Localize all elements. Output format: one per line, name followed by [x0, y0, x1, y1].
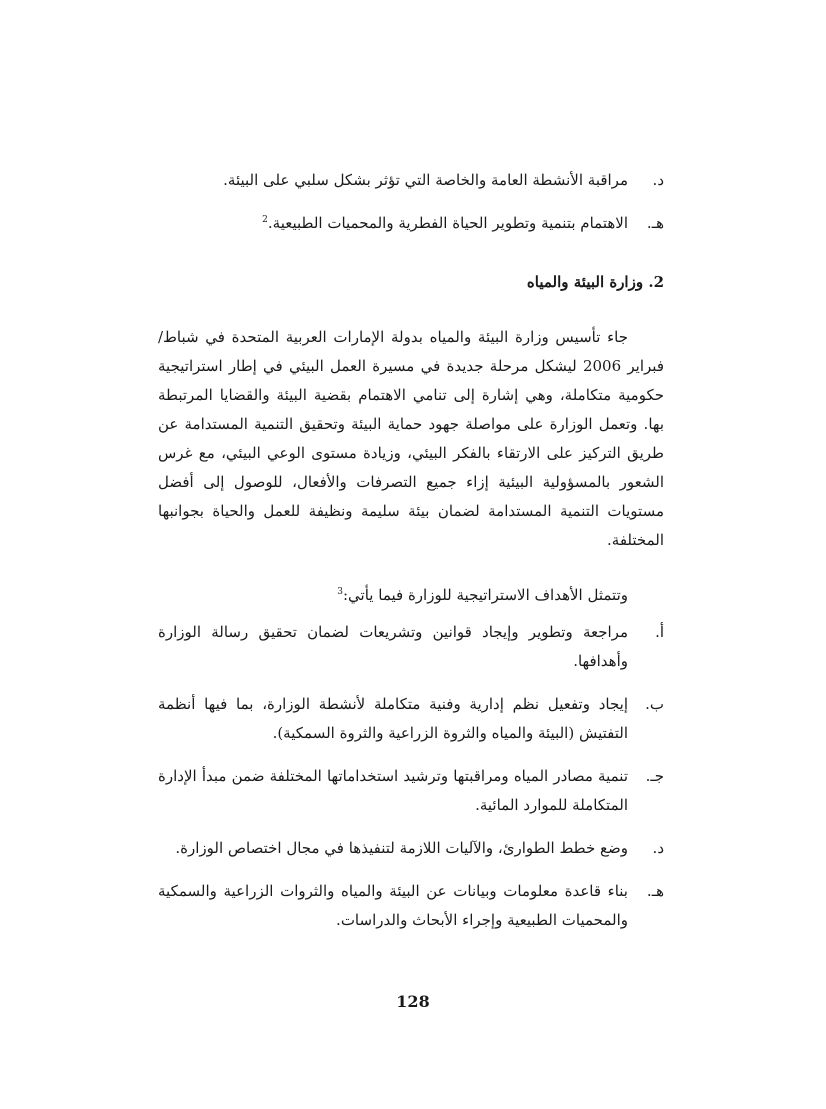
page-number: 128	[396, 992, 430, 1011]
goal-item-b	[158, 690, 664, 748]
list-item-text: بناء قاعدة معلومات وبيانات عن البيئة والمياه والثروات الزراعية والسمكية والمحميات الطبيعية وإجراء الأبحاث والدراسات.	[158, 882, 628, 929]
list-marker: أ.	[655, 623, 664, 641]
body-paragraph: جاء تأسيس وزارة البيئة والمياه بدولة الإمارات العربية المتحدة في شباط/ فبراير 2006 ليشكل مرحلة جديدة في مسيرة العمل البيئي في إطار استراتيجية حكومية متكاملة، وهي إشارة إلى تنامي الاهتمام بقضية البيئة والقضايا المرتبطة بها. وتعمل الوزارة على مواصلة جهود حماية البيئة وتحقيق التنمية المستدامة عن طريق التركيز على الارتقاء بالفكر البيئي، وزيادة مستوى الوعي البيئي، مع غرس الشعور بالمسؤولية البيئية إزاء جميع التصرفات والأفعال، للوصول إلى أفضل مستويات التنمية المستدامة لضمان بيئة سليمة ونظيفة للعمل والحياة بجوانبها المختلفة.	[158, 328, 664, 549]
list-item-h	[158, 209, 664, 238]
goal-item-j	[158, 762, 664, 820]
footnote-ref[interactable]: 3	[337, 587, 343, 597]
list-item-text: مراقبة الأنشطة العامة والخاصة التي تؤثر بشكل سلبي على البيئة.	[223, 171, 628, 189]
goal-item-a	[158, 618, 664, 676]
list-item-text: تنمية مصادر المياه ومراقبتها وترشيد استخداماتها المختلفة ضمن مبدأ الإدارة المتكاملة للموارد المائية.	[158, 767, 628, 814]
list-item-text: مراجعة وتطوير وإيجاد قوانين وتشريعات لضمان تحقيق رسالة الوزارة وأهدافها.	[158, 623, 628, 670]
section-number: 2.	[648, 273, 664, 291]
list-item-text: إيجاد وتفعيل نظم إدارية وفنية متكاملة لأنشطة الوزارة، بما فيها أنظمة التفتيش (البيئة والمياه والثروة الزراعية والثروة السمكية).	[158, 695, 628, 742]
list-item-text-wrap	[158, 209, 628, 238]
footnote-ref[interactable]: 2	[262, 215, 268, 225]
list-marker: د.	[652, 839, 664, 857]
list-marker: هـ.	[646, 882, 664, 900]
section-title: وزارة البيئة والمياه	[526, 273, 644, 291]
list-marker: د.	[652, 171, 664, 189]
goals-intro-text: وتتمثل الأهداف الاستراتيجية للوزارة فيما يأتي:	[343, 586, 628, 604]
list-item-text: الاهتمام بتنمية وتطوير الحياة الفطرية والمحميات الطبيعية.	[267, 214, 628, 232]
goal-item-h	[158, 877, 664, 935]
section-heading	[158, 268, 664, 297]
list-item-d	[158, 166, 664, 195]
goal-item-d	[158, 834, 664, 863]
list-item-text: وضع خطط الطوارئ، والآليات اللازمة لتنفيذها في مجال اختصاص الوزارة.	[175, 839, 628, 857]
list-marker: ب.	[645, 695, 664, 713]
list-marker: جـ.	[645, 767, 664, 785]
page-content	[158, 166, 664, 935]
goals-intro	[158, 581, 664, 610]
list-marker: هـ.	[646, 214, 664, 232]
